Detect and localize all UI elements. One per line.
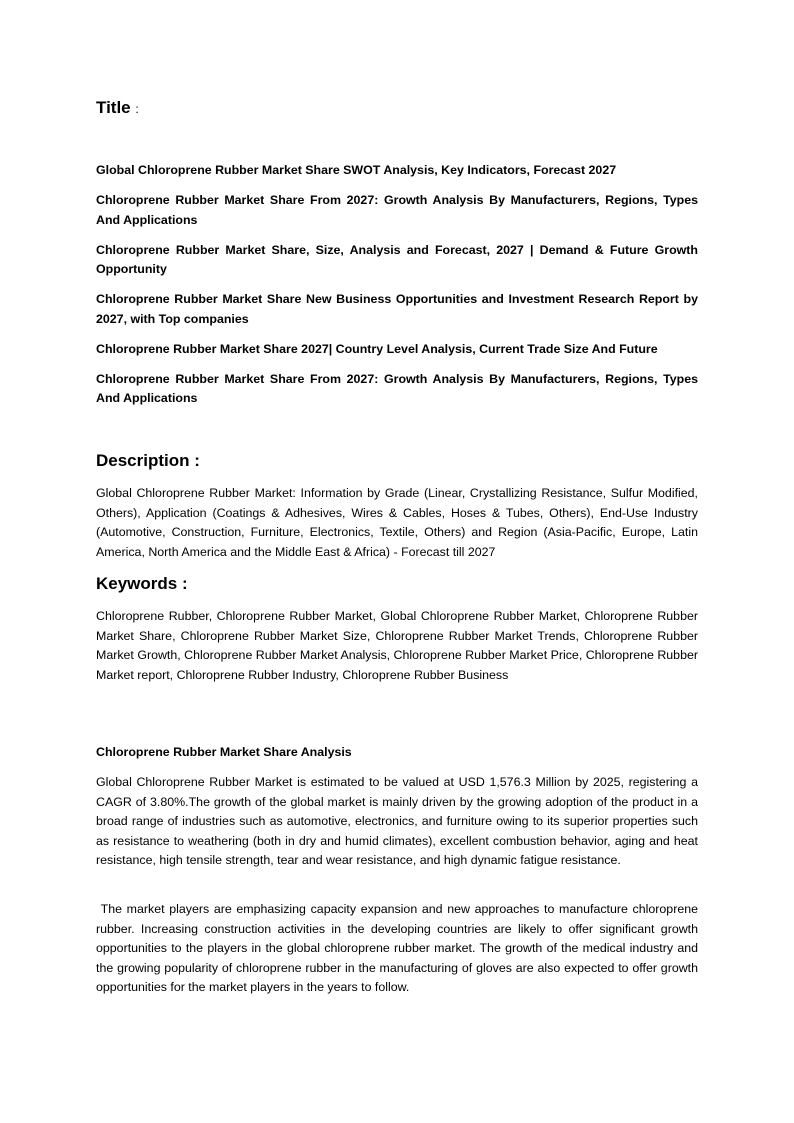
description-heading: Description : (96, 451, 200, 470)
title-item: Chloroprene Rubber Market Share From 2027: Growth Analysis By Manufacturers, Regions, Types And Applications (96, 371, 698, 405)
keywords-text: Chloroprene Rubber, Chloroprene Rubber Market, Global Chloroprene Rubber Market, Chloroprene Rubber Market Share, Chloroprene Rubber Market Size, Chloroprene Rubber Market Trends, Chloroprene Rubber Market Growth, Chloroprene Rubber Market Analysis, Chloroprene Rubber Market Price, Chloroprene Rubber Market report, Chloroprene Rubber Industry, Chloroprene Rubber Business (96, 609, 698, 682)
title-item: Chloroprene Rubber Market Share 2027| Country Level Analysis, Current Trade Size And Future (96, 341, 658, 356)
title-heading (96, 96, 139, 121)
description-text: Global Chloroprene Rubber Market: Information by Grade (Linear, Crystallizing Resistance, Sulfur Modified, Others), Application (Coatings & Adhesives, Wires & Cables, Hoses & Tubes, Others), End-Use Industry (Automotive, Construction, Furniture, Electronics, Textile, Others) and Region (Asia-Pacific, Europe, Latin America, North America and the Middle East & Africa) - Forecast till 2027 (96, 486, 698, 559)
title-list (96, 161, 698, 419)
analysis-paragraph-2: The market players are emphasizing capacity expansion and new approaches to manufacture chloroprene rubber. Increasing construction activities in the developing countries are likely to offer significant growth opportunities to the players in the global chloroprene rubber market. The growth of the medical industry and the growing popularity of chloroprene rubber in the manufacturing of gloves are also expected to offer growth opportunities for the market players in the years to follow. (96, 902, 702, 994)
analysis-heading: Chloroprene Rubber Market Share Analysis (96, 745, 352, 759)
title-item: Chloroprene Rubber Market Share, Size, Analysis and Forecast, 2027 | Demand & Future Growth Opportunity (96, 242, 698, 276)
title-heading-colon: : (135, 102, 139, 116)
analysis-paragraph-1: Global Chloroprene Rubber Market is estimated to be valued at USD 1,576.3 Million by 2025, registering a CAGR of 3.80%.The growth of the global market is mainly driven by the growing adoption of the product in a broad range of industries such as automotive, electronics, and furniture owing to its superior properties such as resistance to weathering (both in dry and humid climates), excellent combustion behavior, aging and heat resistance, high tensile strength, tear and wear resistance, and high dynamic fatigue resistance. (96, 775, 698, 867)
keywords-heading: Keywords : (96, 574, 188, 593)
title-item: Chloroprene Rubber Market Share New Business Opportunities and Investment Research Report by 2027, with Top companies (96, 292, 698, 326)
title-heading-text: Title (96, 98, 131, 117)
title-item: Chloroprene Rubber Market Share From 2027: Growth Analysis By Manufacturers, Regions, Types And Applications (96, 193, 698, 227)
title-item: Global Chloroprene Rubber Market Share SWOT Analysis, Key Indicators, Forecast 2027 (96, 163, 617, 177)
